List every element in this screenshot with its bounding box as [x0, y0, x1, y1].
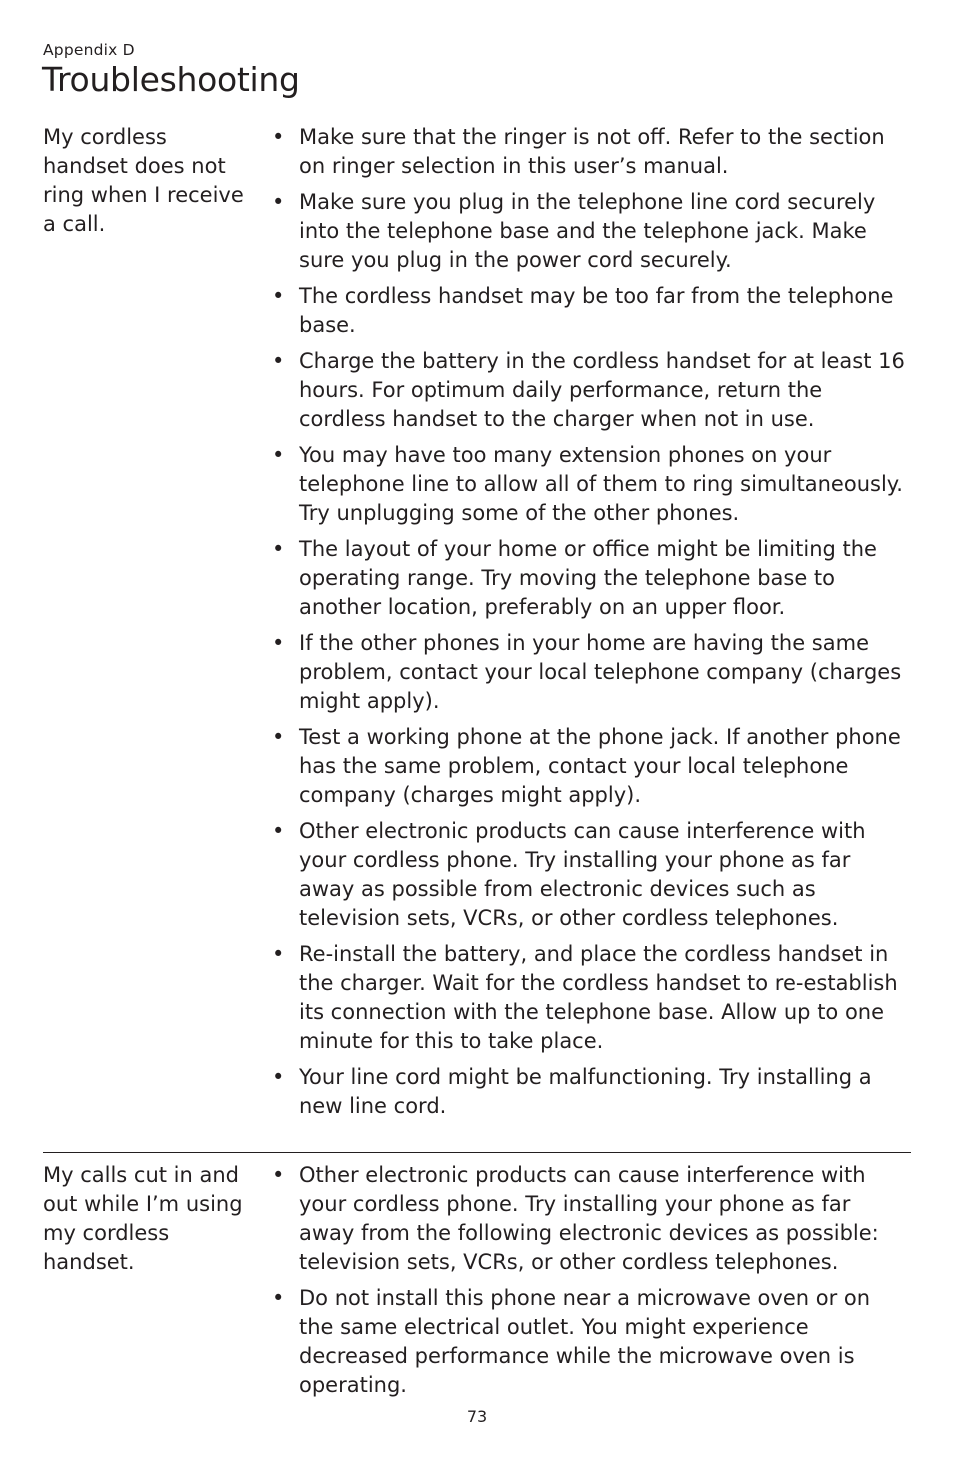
bullet-icon: •	[272, 537, 285, 561]
solution-text: You may have too many extension phones on your telephone line to allow all of them to ring simultaneously. Try unplugging some of the other phones.	[299, 443, 903, 525]
solution-list	[269, 1161, 911, 1407]
solution-text: The layout of your home or office might be limiting the operating range. Try moving the telephone base to another location, preferably on an upper floor.	[299, 537, 877, 619]
solution-item	[269, 629, 911, 716]
solution-item	[269, 1161, 911, 1277]
bullet-icon: •	[272, 190, 285, 214]
solution-text: Other electronic products can cause interference with your cordless phone. Try installing your phone as far away as possible from electronic devices such as television sets, VCRs, or other cordless telephones.	[299, 819, 866, 930]
bullet-icon: •	[272, 1286, 285, 1310]
solution-item	[269, 723, 911, 810]
solution-item	[269, 347, 911, 434]
solution-text: Make sure you plug in the telephone line cord securely into the telephone base and the telephone jack. Make sure you plug in the power cord securely.	[299, 190, 876, 272]
solution-item	[269, 940, 911, 1056]
solution-item	[269, 1284, 911, 1400]
solution-item	[269, 535, 911, 622]
solution-text: If the other phones in your home are having the same problem, contact your local telephone company (charges might apply).	[299, 631, 902, 713]
solution-item	[269, 817, 911, 933]
problem-description: My calls cut in and out while I’m using my cordless handset.	[43, 1163, 243, 1274]
solution-text: Do not install this phone near a microwave oven or on the same electrical outlet. You might experience decreased performance while the microwave oven is operating.	[299, 1286, 871, 1397]
bullet-icon: •	[272, 125, 285, 149]
page-number: 73	[466, 1407, 488, 1426]
bullet-icon: •	[272, 284, 285, 308]
bullet-icon: •	[272, 349, 285, 373]
solution-text: Charge the battery in the cordless handset for at least 16 hours. For optimum daily performance, return the cordless handset to the charger when not in use.	[299, 349, 905, 431]
solution-list	[269, 123, 911, 1128]
solution-text: The cordless handset may be too far from the telephone base.	[299, 284, 894, 337]
bullet-icon: •	[272, 819, 285, 843]
solution-item	[269, 123, 911, 181]
solution-text: Your line cord might be malfunctioning. Try installing a new line cord.	[299, 1065, 872, 1118]
bullet-icon: •	[272, 443, 285, 467]
solution-item	[269, 188, 911, 275]
solution-item	[269, 441, 911, 528]
solution-text: Re-install the battery, and place the cordless handset in the charger. Wait for the cordless handset to re-establish its connection with the telephone base. Allow up to one minute for this to take place.	[299, 942, 898, 1053]
solution-text: Other electronic products can cause interference with your cordless phone. Try installing your phone as far away from the following electronic devices as possible: television sets, VCRs, or other cordless telephones.	[299, 1163, 879, 1274]
section-divider	[43, 1152, 911, 1153]
solution-text: Make sure that the ringer is not off. Refer to the section on ringer selection in this user’s manual.	[299, 125, 885, 178]
page-title: Troubleshooting	[42, 60, 300, 99]
solution-item	[269, 1063, 911, 1121]
bullet-icon: •	[272, 725, 285, 749]
bullet-icon: •	[272, 1065, 285, 1089]
bullet-icon: •	[272, 631, 285, 655]
appendix-label: Appendix D	[43, 41, 135, 59]
solution-text: Test a working phone at the phone jack. If another phone has the same problem, contact your local telephone company (charges might apply).	[299, 725, 901, 807]
solution-item	[269, 282, 911, 340]
bullet-icon: •	[272, 1163, 285, 1187]
bullet-icon: •	[272, 942, 285, 966]
problem-description: My cordless handset does not ring when I receive a call.	[43, 125, 244, 236]
